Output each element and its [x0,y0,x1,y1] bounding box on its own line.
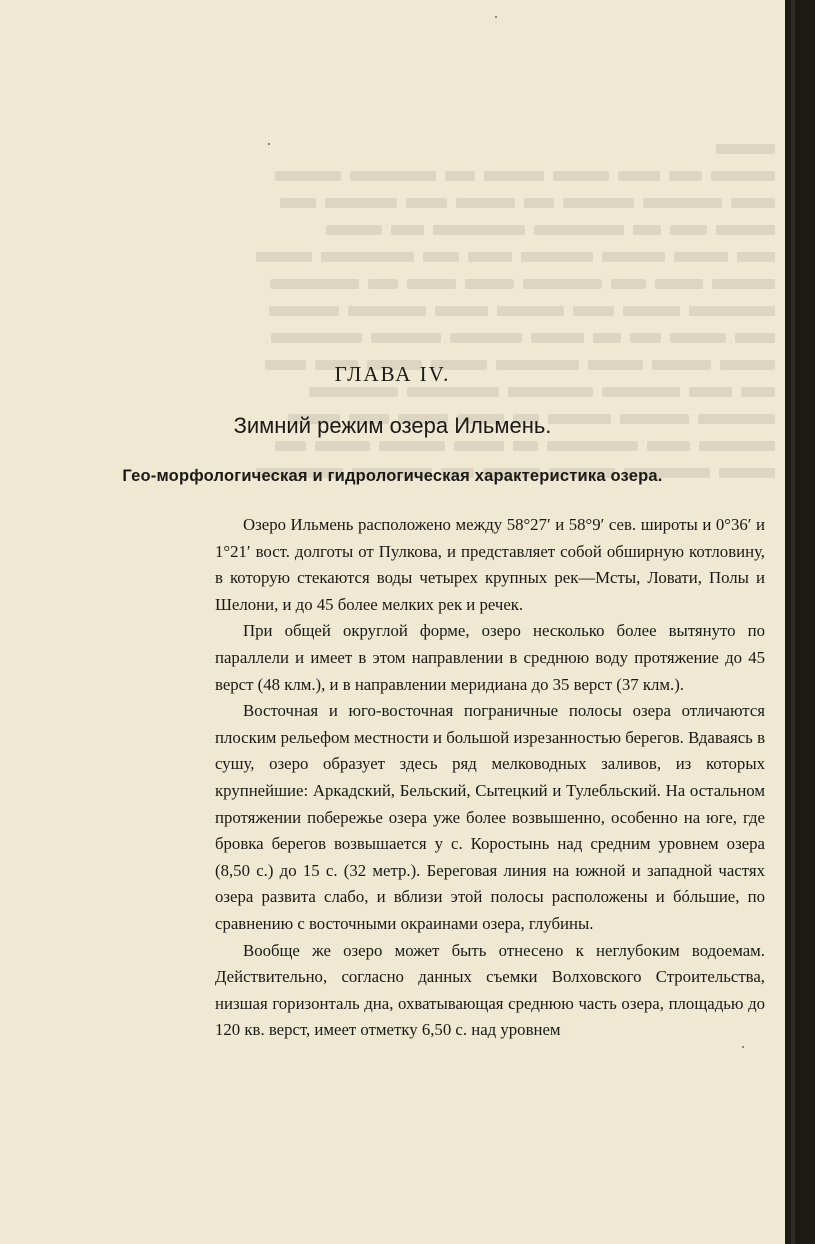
scan-edge [785,0,815,1244]
paragraph: При общей округлой форме, озеро несколько более вытянуто по параллели и имеет в этом направлении в среднюю воду протяжение до 45 верст (48 клм.), и в направлении меридиана до 35 верст (37 клм.). [215,621,765,694]
chapter-heading: ГЛАВА IV. [334,362,451,386]
paragraph: Вообще же озеро может быть отнесено к неглубоким водоемам. Действительно, согласно данных съемки Волховского Строительства, низшая горизонталь дна, охватывающая среднюю часть озера, площадью до 120 кв. верст, имеет отметку 6,50 с. над уровнем [215,940,765,1040]
bleed-line [215,189,775,216]
chapter-title: Зимний режим озера Ильмень. [233,413,552,438]
speck [268,143,270,145]
speck [495,16,497,18]
bleed-line [215,243,775,270]
paragraph: Восточная и юго-восточная пограничные полосы озера отличаются плоским рельефом местности и большой изрезанностью берегов. Вдаваясь в сушу, озеро образует здесь ряд мелководных заливов, из которых крупнейшие: Аркадский, Бельский, Сытецкий и Тулебльский. На остальном протяжении побережье озера уже более возвышенно, особенно на юге, где бровка берегов возвышается у с. Коростынь над средним уровнем озера (8,50 с.) до 15 с. (32 метр.). Береговая линия на южной и западной частях озера развита слабо, и вблизи этой полосы расположены и бóльшие, по сравнению с восточными окраинами озера, глубины. [215,701,765,933]
bleed-line [215,297,775,324]
bleed-line [215,270,775,297]
bleed-through-text [215,135,775,495]
bleed-line [215,162,775,189]
paragraph: Озеро Ильмень расположено между 58°27′ и 58°9′ сев. широты и 0°36′ и 1°21′ вост. долготы от Пулкова, и представляет собой обширную котловину, в которую стекаются воды четырех крупных рек—Мсты, Ловати, Полы и Шелони, и до 45 более мелких рек и речек. [215,515,765,614]
bleed-line [215,216,775,243]
section-heading: Гео-морфологическая и гидрологическая характеристика озера. [122,467,663,485]
body-text [215,512,765,1044]
bleed-line [215,135,775,162]
bleed-line [215,324,775,351]
speck [742,1046,744,1048]
page-edge-line [791,0,795,1244]
